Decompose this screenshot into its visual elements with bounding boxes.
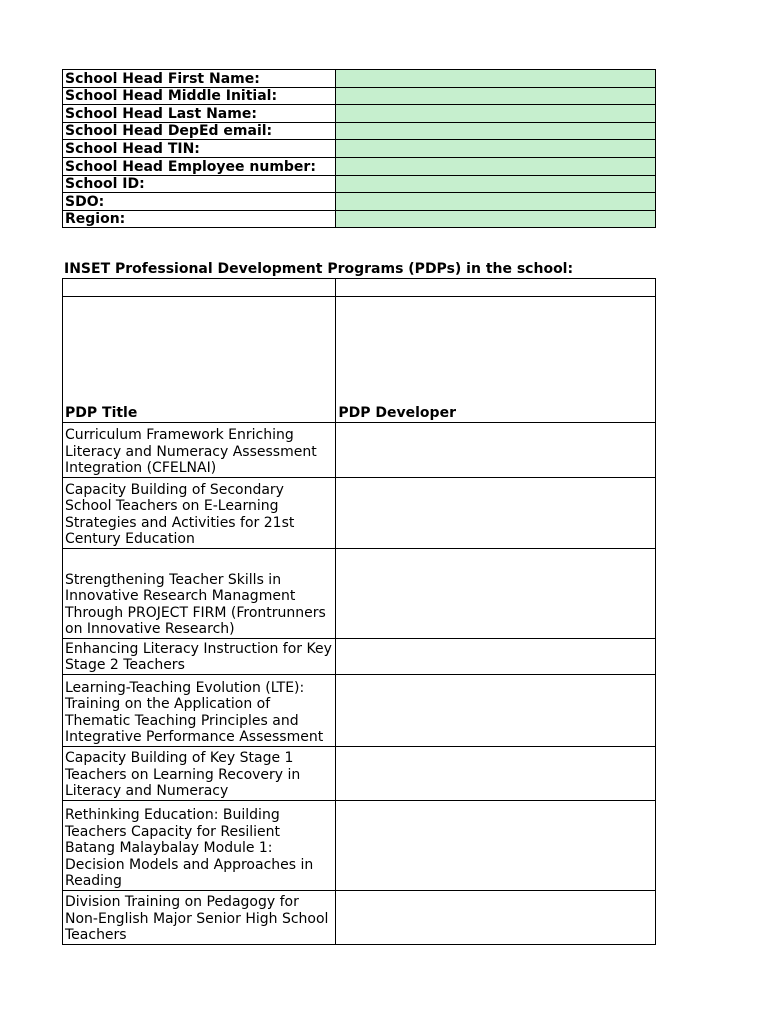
- table-row: [63, 747, 656, 801]
- tin-input[interactable]: [336, 140, 656, 158]
- form-row: [63, 70, 656, 88]
- field-label: School Head Middle Initial:: [63, 87, 336, 105]
- school-head-info-table: [62, 69, 656, 228]
- table-row: [63, 549, 656, 639]
- pdp-title-cell: Strengthening Teacher Skills in Innovative Research Managment Through PROJECT FIRM (Frontrunners on Innovative Research): [63, 549, 336, 639]
- pdp-title-cell: Curriculum Framework Enriching Literacy and Numeracy Assessment Integration (CFELNAI): [63, 423, 336, 478]
- pdp-title-cell: Enhancing Literacy Instruction for Key Stage 2 Teachers: [63, 639, 336, 675]
- table-row: [63, 639, 656, 675]
- field-label: Region:: [63, 210, 336, 228]
- form-row: [63, 210, 656, 228]
- field-label: SDO:: [63, 193, 336, 211]
- form-row: [63, 193, 656, 211]
- field-label: School Head Employee number:: [63, 157, 336, 175]
- employee-number-input[interactable]: [336, 157, 656, 175]
- table-header-row: [63, 297, 656, 423]
- school-id-input[interactable]: [336, 175, 656, 193]
- region-input[interactable]: [336, 210, 656, 228]
- pdp-title-cell: Rethinking Education: Building Teachers Capacity for Resilient Batang Malaybalay Module 1: Decision Models and Approaches in Reading: [63, 801, 336, 891]
- pdp-developer-cell[interactable]: [336, 549, 656, 639]
- pdp-title-cell: Division Training on Pedagogy for Non-English Major Senior High School Teachers: [63, 891, 336, 945]
- deped-email-input[interactable]: [336, 122, 656, 140]
- pdp-developer-cell[interactable]: [336, 675, 656, 747]
- pdp-developer-header: PDP Developer: [336, 297, 656, 423]
- pdp-title-cell: Capacity Building of Secondary School Teachers on E-Learning Strategies and Activities for 21st Century Education: [63, 478, 336, 549]
- blank-cell[interactable]: [336, 279, 656, 297]
- field-label: School ID:: [63, 175, 336, 193]
- first-name-input[interactable]: [336, 70, 656, 88]
- pdp-developer-cell[interactable]: [336, 891, 656, 945]
- table-row: [63, 478, 656, 549]
- pdp-section-heading: INSET Professional Development Programs (PDPs) in the school:: [64, 261, 574, 277]
- blank-cell[interactable]: [63, 279, 336, 297]
- last-name-input[interactable]: [336, 105, 656, 123]
- field-label: School Head TIN:: [63, 140, 336, 158]
- middle-initial-input[interactable]: [336, 87, 656, 105]
- table-row: [63, 675, 656, 747]
- table-row: [63, 423, 656, 478]
- sdo-input[interactable]: [336, 193, 656, 211]
- pdp-title-cell: Learning-Teaching Evolution (LTE): Training on the Application of Thematic Teaching Principles and Integrative Performance Assessment: [63, 675, 336, 747]
- field-label: School Head Last Name:: [63, 105, 336, 123]
- pdp-developer-cell[interactable]: [336, 801, 656, 891]
- form-row: [63, 87, 656, 105]
- form-row: [63, 175, 656, 193]
- form-row: [63, 157, 656, 175]
- pdp-title-header: PDP Title: [63, 297, 336, 423]
- pdp-developer-cell[interactable]: [336, 478, 656, 549]
- pdp-developer-cell[interactable]: [336, 639, 656, 675]
- table-row: [63, 801, 656, 891]
- pdp-developer-cell[interactable]: [336, 747, 656, 801]
- blank-row: [63, 279, 656, 297]
- field-label: School Head First Name:: [63, 70, 336, 88]
- pdp-table: [62, 278, 656, 945]
- pdp-title-cell: Capacity Building of Key Stage 1 Teachers on Learning Recovery in Literacy and Numeracy: [63, 747, 336, 801]
- pdp-developer-cell[interactable]: [336, 423, 656, 478]
- field-label: School Head DepEd email:: [63, 122, 336, 140]
- form-row: [63, 105, 656, 123]
- table-row: [63, 891, 656, 945]
- form-row: [63, 140, 656, 158]
- form-row: [63, 122, 656, 140]
